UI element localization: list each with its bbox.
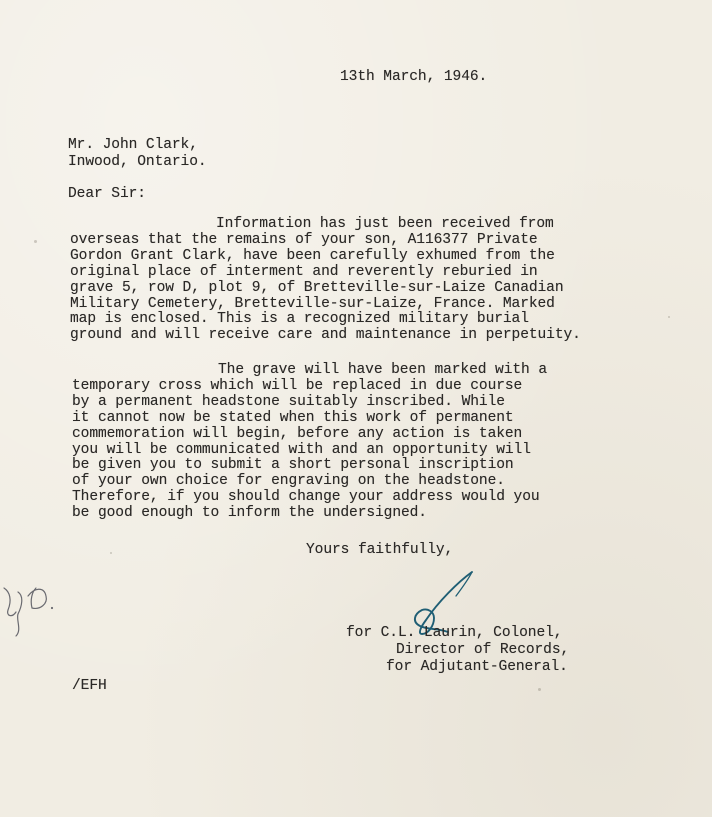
paragraph-line: overseas that the remains of your son, A116377 Private xyxy=(70,231,538,248)
paragraph-line: of your own choice for engraving on the headstone. xyxy=(72,473,505,490)
paragraph-line: Gordon Grant Clark, have been carefully exhumed from the xyxy=(70,247,555,264)
recipient-name: Mr. John Clark, xyxy=(68,137,198,153)
paragraph-line: you will be communicated with and an opportunity will xyxy=(72,441,531,458)
paragraph-line: Military Cemetery, Bretteville-sur-Laize, France. Marked xyxy=(70,295,555,312)
paragraph-line: commemoration will begin, before any action is taken xyxy=(72,425,523,442)
paragraph-line: grave 5, row D, plot 9, of Bretteville-sur-Laize Canadian xyxy=(70,279,564,296)
paragraph-line: Information has just been received from xyxy=(216,216,554,232)
paragraph-line: Therefore, if you should change your address would you xyxy=(72,489,540,506)
recipient-location: Inwood, Ontario. xyxy=(68,154,207,170)
paper-speck xyxy=(110,552,112,554)
letter-date: 13th March, 1946. xyxy=(340,69,488,85)
paragraph-line: it cannot now be stated when this work of permanent xyxy=(72,409,514,426)
paragraph-line: The grave will have been marked with a xyxy=(218,362,547,378)
recipient-address xyxy=(68,137,207,171)
paragraph-line: be good enough to inform the undersigned. xyxy=(72,505,427,522)
paper-speck xyxy=(142,510,144,512)
paragraph-line: be given you to submit a short personal inscription xyxy=(72,457,514,474)
signatory-authority: for Adjutant-General. xyxy=(386,659,568,675)
paper-speck xyxy=(538,688,541,691)
reference-initials: /EFH xyxy=(72,678,107,694)
paragraph-line: ground and will receive care and maintenance in perpetuity. xyxy=(70,327,581,344)
paragraph-line: map is enclosed. This is a recognized military burial xyxy=(70,311,529,328)
signatory-title: Director of Records, xyxy=(396,642,570,658)
paragraph-line: original place of interment and reverently reburied in xyxy=(70,263,538,280)
paragraph-line: by a permanent headstone suitably inscribed. While xyxy=(72,393,505,410)
complimentary-close: Yours faithfully, xyxy=(306,542,454,558)
paper-speck xyxy=(34,240,37,243)
salutation: Dear Sir: xyxy=(68,186,146,202)
pencil-margin-note xyxy=(0,570,60,650)
signatory-line: for C.L. Laurin, Colonel, xyxy=(346,625,563,641)
paragraph-line: temporary cross which will be replaced in due course xyxy=(72,377,523,394)
paragraph-1 xyxy=(70,217,581,344)
signature-block xyxy=(346,625,569,676)
paper-speck xyxy=(668,316,670,318)
paragraph-2 xyxy=(72,363,547,522)
